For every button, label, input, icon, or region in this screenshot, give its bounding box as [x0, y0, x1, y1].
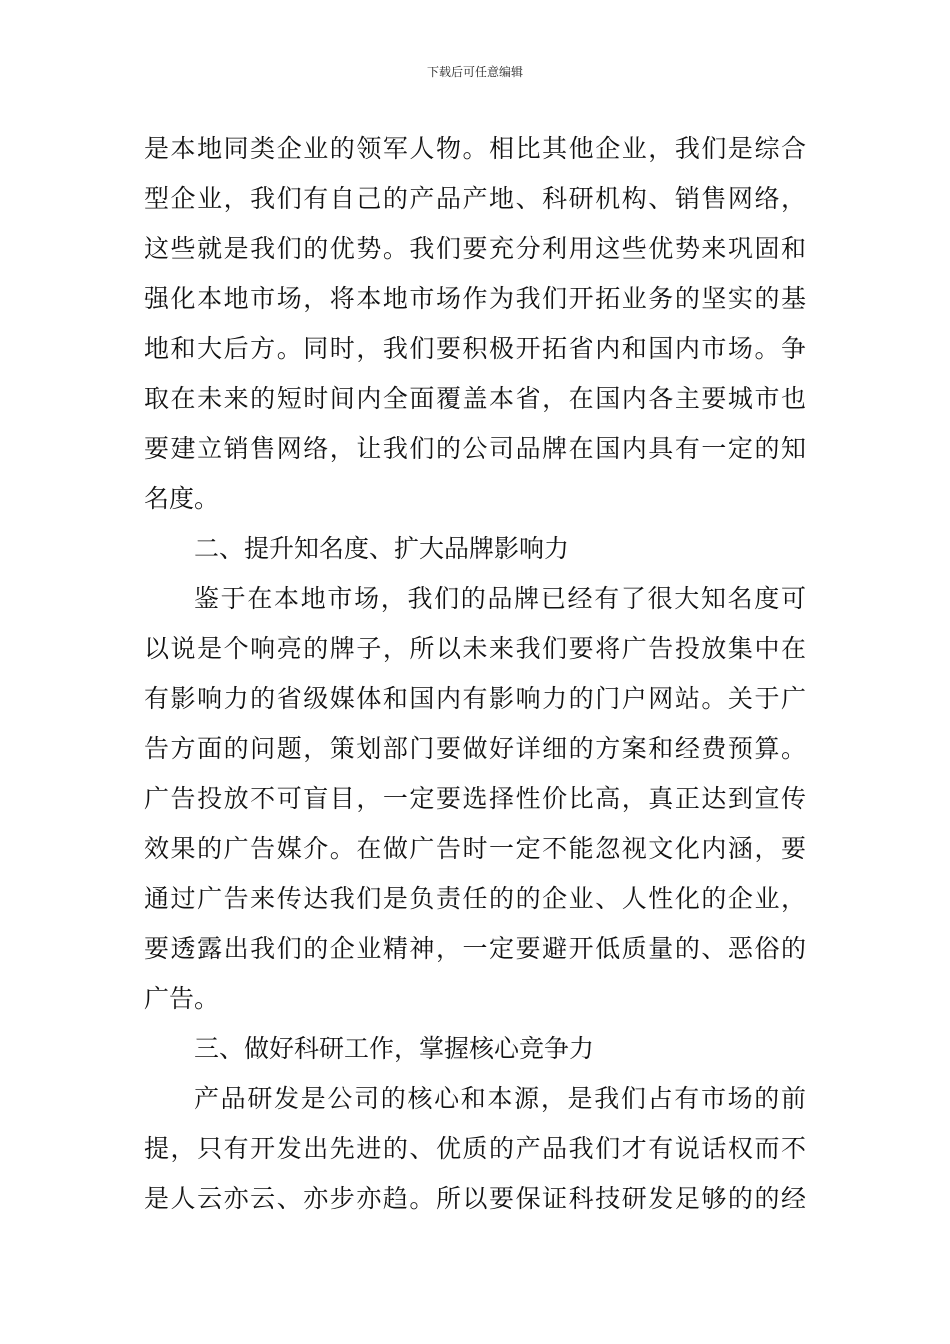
- paragraph-line: 名度。: [144, 484, 220, 513]
- paragraph-line: 告方面的问题，策划部门要做好详细的方案和经费预算。: [144, 734, 806, 763]
- paragraph-line: 产品研发是公司的核心和本源，是我们占有市场的前: [194, 1084, 806, 1113]
- paragraph-line: 是本地同类企业的领军人物。相比其他企业，我们是综合: [144, 134, 806, 163]
- paragraph-line: 提，只有开发出先进的、优质的产品我们才有说话权而不: [144, 1134, 806, 1163]
- page-header: 下载后可任意编辑: [426, 65, 523, 79]
- paragraph-line: 通过广告来传达我们是负责任的的企业、人性化的企业，: [144, 884, 806, 913]
- paragraph-line: 以说是个响亮的牌子，所以未来我们要将广告投放集中在: [144, 634, 806, 663]
- paragraph-line: 要建立销售网络，让我们的公司品牌在国内具有一定的知: [144, 434, 806, 463]
- paragraph-line: 鉴于在本地市场，我们的品牌已经有了很大知名度可: [194, 584, 806, 613]
- paragraph-line: 取在未来的短时间内全面覆盖本省，在国内各主要城市也: [144, 384, 806, 413]
- paragraph-line: 这些就是我们的优势。我们要充分利用这些优势来巩固和: [144, 234, 806, 263]
- paragraph-line: 广告投放不可盲目，一定要选择性价比高，真正达到宣传: [144, 784, 806, 813]
- paragraph-line: 广告。: [144, 984, 220, 1013]
- paragraph-line: 地和大后方。同时，我们要积极开拓省内和国内市场。争: [144, 334, 806, 363]
- paragraph-line: 要透露出我们的企业精神，一定要避开低质量的、恶俗的: [144, 934, 806, 963]
- paragraph-line: 效果的广告媒介。在做广告时一定不能忽视文化内涵，要: [144, 834, 806, 863]
- section-heading: 三、做好科研工作，掌握核心竞争力: [194, 1034, 595, 1063]
- paragraph-line: 型企业，我们有自己的产品产地、科研机构、销售网络，: [144, 184, 806, 213]
- paragraph-line: 是人云亦云、亦步亦趋。所以要保证科技研发足够的的经: [144, 1184, 806, 1213]
- section-heading: 二、提升知名度、扩大品牌影响力: [194, 534, 570, 563]
- paragraph-line: 有影响力的省级媒体和国内有影响力的门户网站。关于广: [144, 684, 806, 713]
- paragraph-line: 强化本地市场，将本地市场作为我们开拓业务的坚实的基: [144, 284, 806, 313]
